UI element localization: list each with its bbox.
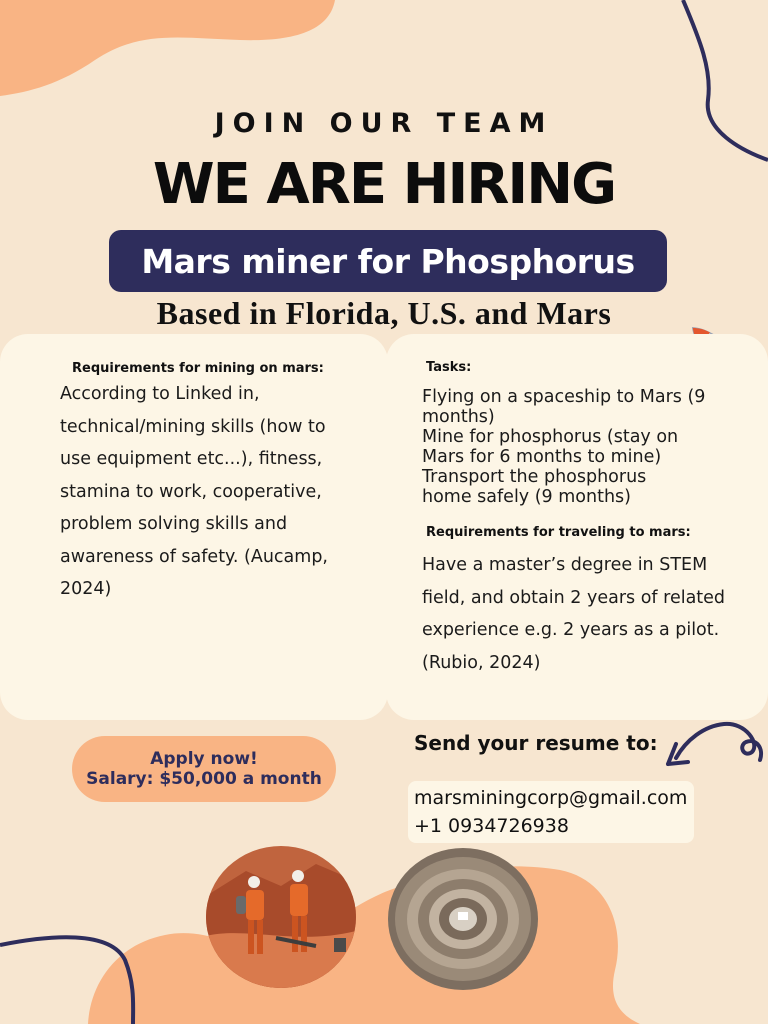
text-line: Flying on a spaceship to Mars (9 — [422, 387, 706, 407]
salary-text: Salary: $50,000 a month — [86, 769, 322, 789]
text-line: Mars for 6 months to mine) — [422, 447, 662, 467]
text-line: According to Linked in, — [60, 384, 260, 404]
curved-arrow-icon — [664, 718, 768, 774]
tasks-heading: Tasks: — [426, 360, 472, 375]
text-line: Have a master’s degree in STEM — [422, 555, 708, 575]
text-line: technical/mining skills (how to — [60, 416, 326, 437]
hiring-headline: WE ARE HIRING — [152, 152, 616, 217]
location-text: Based in Florida, U.S. and Mars — [156, 295, 612, 331]
travel-requirements-text — [422, 549, 762, 679]
phone-text[interactable]: +1 0934726938 — [414, 815, 569, 837]
text-line: 2024) — [60, 579, 112, 599]
apply-now-badge — [72, 736, 336, 802]
text-line: experience e.g. 2 years as a pilot. — [422, 620, 720, 640]
email-text[interactable]: marsminingcorp@gmail.com — [414, 787, 688, 809]
text-line: stamina to work, cooperative, — [60, 481, 322, 502]
text-line: problem solving skills and — [60, 514, 288, 534]
text-line: field, and obtain 2 years of related — [422, 587, 726, 608]
open-pit-mine-photo — [388, 848, 538, 990]
job-title-banner: Mars miner for Phosphorus — [109, 230, 667, 292]
mining-requirements-heading: Requirements for mining on mars: — [72, 361, 324, 376]
bottom-blob — [88, 866, 640, 1024]
mining-requirements-text — [60, 378, 380, 606]
text-line: use equipment etc...), fitness, — [60, 449, 323, 469]
text-line: home safely (9 months) — [422, 487, 631, 507]
send-resume-label: Send your resume to: — [414, 731, 658, 755]
travel-requirements-heading: Requirements for traveling to mars: — [426, 525, 691, 540]
tasks-text — [422, 387, 752, 507]
text-line: (Rubio, 2024) — [422, 652, 541, 673]
apply-now-text: Apply now! — [150, 749, 258, 769]
text-line: months) — [422, 407, 495, 427]
text-line: Transport the phosphorus — [422, 467, 647, 487]
text-line: awareness of safety. (Aucamp, — [60, 546, 328, 567]
miners-photo — [206, 846, 356, 988]
text-line: Mine for phosphorus (stay on — [422, 427, 679, 447]
contact-box — [408, 781, 694, 843]
join-team-kicker: JOIN OUR TEAM — [214, 108, 554, 139]
top-left-blob — [0, 0, 335, 96]
